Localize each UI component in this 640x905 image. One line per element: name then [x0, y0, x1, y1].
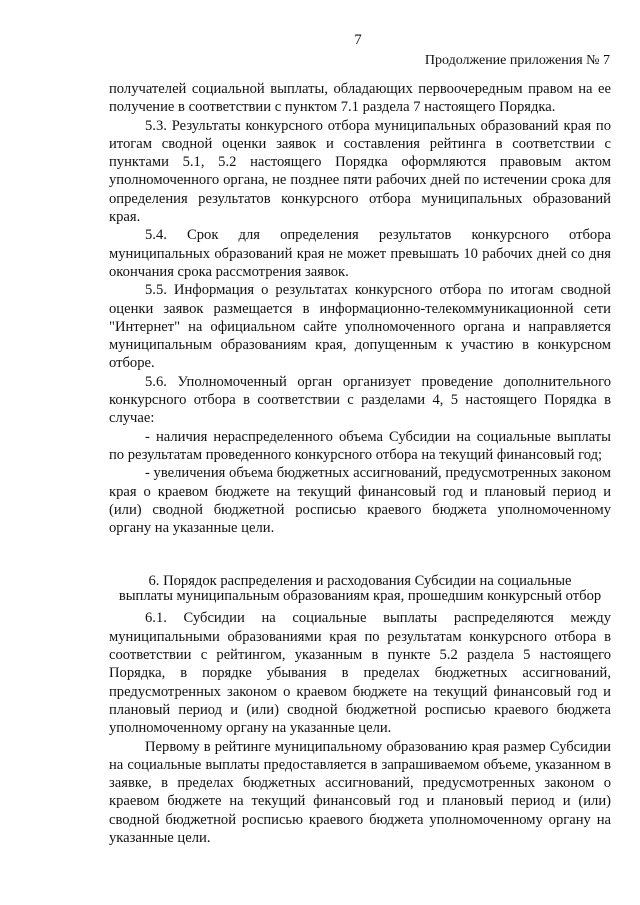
list-item-unallocated-subsidy: - наличия нераспределенного объема Субсидии на социальные выплаты по результатам проведенного конкурсного отбора на текущий финансовый год; [109, 428, 611, 463]
section-6-heading-line-1: 6. Порядок распределения и расходования Субсидии на социальные [148, 573, 572, 590]
paragraph-5-6: 5.6. Уполномоченный орган организует проведение дополнительного конкурсного отбора в соответствии с разделами 4, 5 настоящего Порядка в случае: [109, 373, 611, 427]
appendix-continuation-header: Продолжение приложения № 7 [424, 53, 610, 68]
section-6-heading [109, 574, 611, 604]
paragraph-continuation: получателей социальной выплаты, обладающих первоочередным правом на ее получение в соответствии с пунктом 7.1 раздела 7 настоящего Порядка. [109, 81, 611, 116]
paragraph-6-1: 6.1. Субсидии на социальные выплаты распределяются между муниципальными образованиями края по результатам конкурсного отбора в соответствии с рейтингом, указанным в пункте 5.2 раздела 5 настоящего Порядка, в порядке убывания в пределах бюджетных ассигнований, предусмотренных законом о краевом бюджете на текущий финансовый год и плановый период и (или) сводной бюджетной росписью краевого бюджета уполномоченному органу на указанные цели. [109, 610, 611, 737]
document-body [109, 80, 611, 847]
paragraph-first-in-rating: Первому в рейтинге муниципальному образованию края размер Субсидии на социальные выплаты предоставляется в запрашиваемом объеме, указанном в заявке, в пределах бюджетных ассигнований, предусмотренных законом о краевом бюджете на текущий финансовый год и плановый период и (или) сводной бюджетной росписью краевого бюджета уполномоченному органу на указанные цели. [109, 738, 611, 846]
paragraph-5-4: 5.4. Срок для определения результатов конкурсного отбора муниципальных образований края не может превышать 10 рабочих дней со дня окончания срока рассмотрения заявок. [109, 227, 611, 280]
page-number: 7 [354, 32, 362, 48]
paragraph-5-5: 5.5. Информация о результатах конкурсного отбора по итогам сводной оценки заявок размещается в информационно-телекоммуникационной сети "Интернет" на официальном сайте уполномоченного органа и направляется муниципальным образованиям края, допущенным к участию в конкурсном отборе. [109, 282, 611, 372]
list-item-increased-appropriations: - увеличения объема бюджетных ассигнований, предусмотренных законом края о краевом бюджете на текущий финансовый год и плановый период и (или) сводной бюджетной росписью краевого бюджета уполномоченному органу на указанные цели. [109, 465, 611, 537]
paragraph-5-3: 5.3. Результаты конкурсного отбора муниципальных образований края по итогам сводной оценки заявок и составления рейтинга в соответствии с пунктами 5.1, 5.2 настоящего Порядка оформляются правовым актом уполномоченного органа, не позднее пяти рабочих дней по истечении срока для определения результатов конкурсного отбора муниципальных образований края. [109, 117, 611, 226]
section-6-heading-line-2: выплаты муниципальным образованиям края, прошедшим конкурсный отбор [118, 588, 602, 605]
